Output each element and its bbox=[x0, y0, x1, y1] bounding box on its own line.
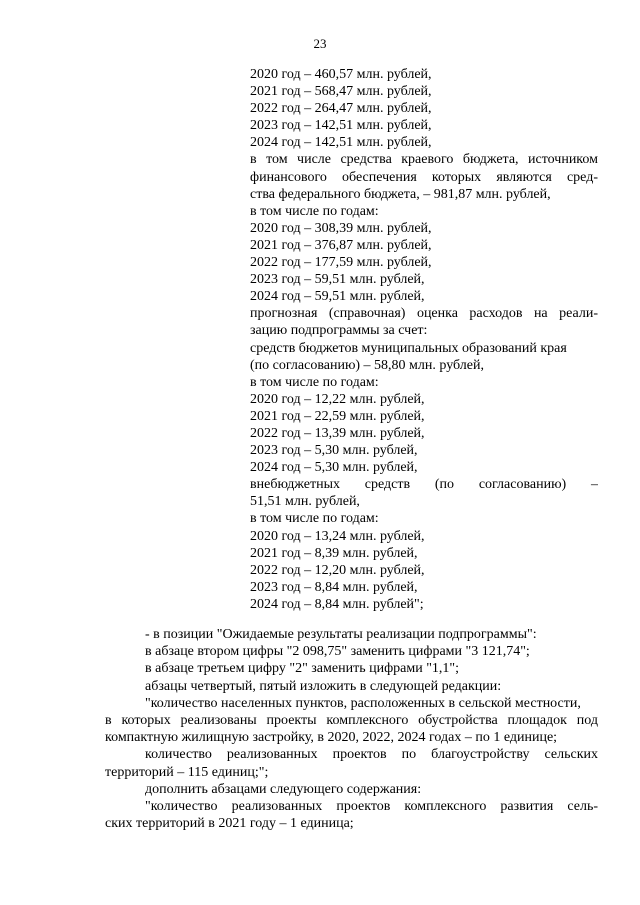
text-line: 2023 год – 142,51 млн. рублей, bbox=[250, 118, 432, 134]
funding-continuation-block bbox=[250, 66, 598, 613]
text-line: территорий – 115 единиц;"; bbox=[105, 764, 269, 780]
text-line: в абзаце втором цифры "2 098,75" заменить цифрами "3 121,74"; bbox=[145, 644, 530, 660]
text-line: 2024 год – 5,30 млн. рублей, bbox=[250, 460, 418, 476]
text-line: 2023 год – 5,30 млн. рублей, bbox=[250, 443, 418, 459]
text-line: 2023 год – 8,84 млн. рублей, bbox=[250, 579, 418, 595]
text-line: ства федерального бюджета, – 981,87 млн. рублей, bbox=[250, 186, 551, 202]
text-line: 2022 год – 12,20 млн. рублей, bbox=[250, 562, 425, 578]
text-line: средств бюджетов муниципальных образований края bbox=[250, 340, 567, 356]
text-line: 2023 год – 59,51 млн. рублей, bbox=[250, 272, 425, 288]
text-line: 2022 год – 264,47 млн. рублей, bbox=[250, 101, 432, 117]
text-line: в том числе по годам: bbox=[250, 511, 379, 527]
text-line: ских территорий в 2021 году – 1 единица; bbox=[105, 816, 354, 832]
text-line: 2024 год – 142,51 млн. рублей, bbox=[250, 135, 432, 151]
text-line: 2020 год – 460,57 млн. рублей, bbox=[250, 67, 432, 82]
text-line: финансового обеспечения которых являются сред- bbox=[250, 169, 598, 185]
text-line: 2024 год – 8,84 млн. рублей"; bbox=[250, 596, 424, 612]
text-line: в абзаце третьем цифру "2" заменить цифрами "1,1"; bbox=[145, 661, 460, 677]
text-line: 2022 год – 13,39 млн. рублей, bbox=[250, 425, 425, 441]
text-line: абзацы четвертый, пятый изложить в следующей редакции: bbox=[145, 678, 502, 694]
text-line: 2022 год – 177,59 млн. рублей, bbox=[250, 255, 432, 271]
text-line: (по согласованию) – 58,80 млн. рублей, bbox=[250, 357, 484, 373]
text-line: 51,51 млн. рублей, bbox=[250, 494, 360, 510]
text-line: 2021 год – 376,87 млн. рублей, bbox=[250, 237, 432, 253]
text-line: "количество реализованных проектов комплексного развития сель- bbox=[145, 798, 598, 814]
text-line: зацию подпрограммы за счет: bbox=[250, 323, 428, 339]
text-line: 2020 год – 12,22 млн. рублей, bbox=[250, 391, 425, 407]
text-line: компактную жилищную застройку, в 2020, 2022, 2024 годах – по 1 единице; bbox=[105, 730, 558, 746]
text-line: 2024 год – 59,51 млн. рублей, bbox=[250, 289, 425, 305]
amendment-text bbox=[105, 626, 598, 832]
text-line: 2021 год – 22,59 млн. рублей, bbox=[250, 408, 425, 424]
text-line: в том числе средства краевого бюджета, источником bbox=[250, 152, 598, 168]
text-line: 2021 год – 8,39 млн. рублей, bbox=[250, 545, 418, 561]
text-line: 2020 год – 13,24 млн. рублей, bbox=[250, 528, 425, 544]
text-line: в том числе по годам: bbox=[250, 374, 379, 390]
text-line: в том числе по годам: bbox=[250, 203, 379, 219]
text-line: "количество населенных пунктов, расположенных в сельской местности, bbox=[145, 695, 581, 711]
text-line: дополнить абзацами следующего содержания: bbox=[145, 781, 422, 797]
text-line: 2020 год – 308,39 млн. рублей, bbox=[250, 220, 432, 236]
text-line: прогнозная (справочная) оценка расходов на реали- bbox=[250, 306, 598, 322]
text-line: внебюджетных средств (по согласованию) – bbox=[250, 477, 598, 493]
text-line: 2021 год – 568,47 млн. рублей, bbox=[250, 84, 432, 100]
text-line: - в позиции "Ожидаемые результаты реализации подпрограммы": bbox=[145, 627, 537, 642]
text-line: в которых реализованы проекты комплексного обустройства площадок под bbox=[105, 712, 598, 728]
text-line: количество реализованных проектов по благоустройству сельских bbox=[145, 747, 598, 763]
page-number: 23 bbox=[313, 36, 327, 51]
